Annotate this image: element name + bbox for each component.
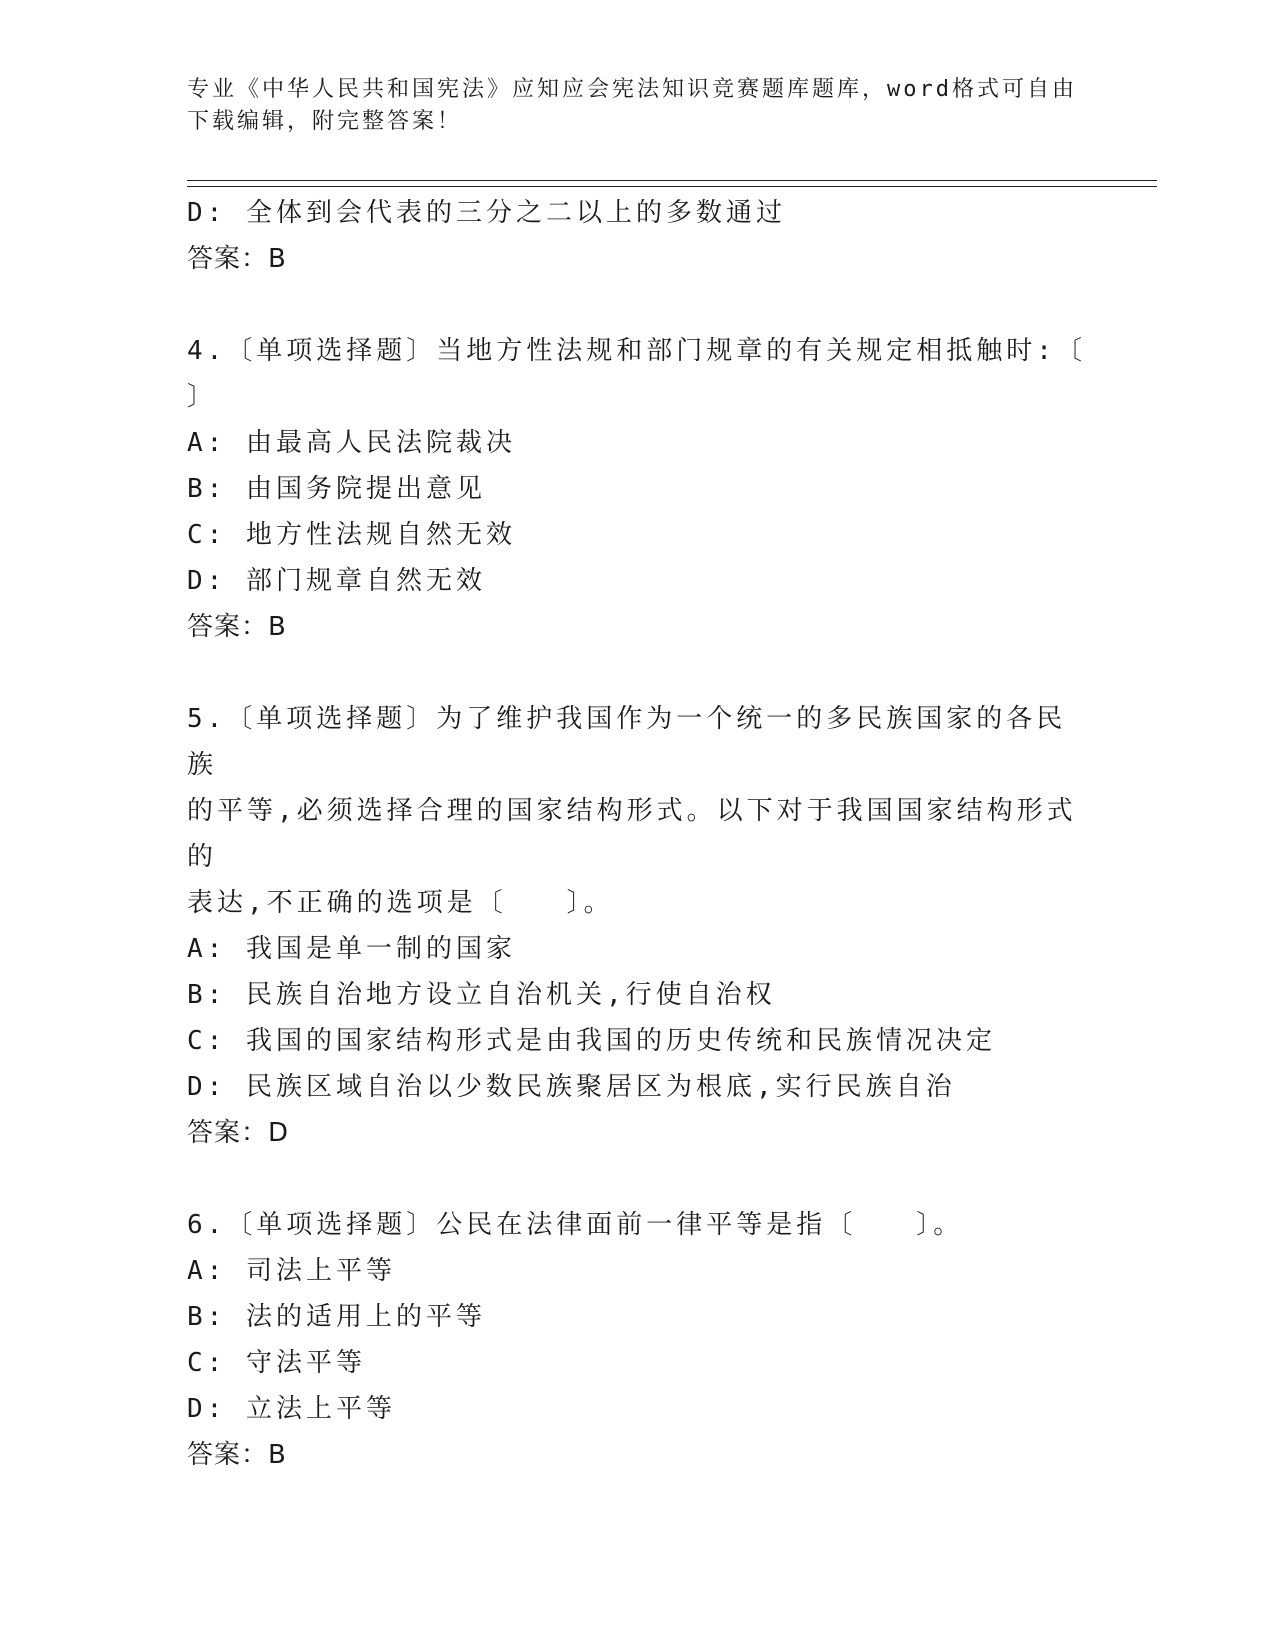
document-header [187, 74, 1087, 138]
q6-option-d: D: 立法上平等 [187, 1394, 396, 1424]
q5-option-c: C: 我国的国家结构形式是由我国的历史传统和民族情况决定 [187, 1026, 996, 1056]
header-rule-bottom [187, 186, 1157, 187]
header-rule-top [187, 180, 1157, 181]
q5-stem-line-1: 5.〔单项选择题〕为了维护我国作为一个统一的多民族国家的各民族 [187, 704, 1067, 780]
q6-option-b: B: 法的适用上的平等 [187, 1302, 486, 1332]
q4-stem-line-2: 〕 [187, 382, 218, 412]
q4-option-d: D: 部门规章自然无效 [187, 566, 486, 596]
q6-option-c: C: 守法平等 [187, 1348, 366, 1378]
q3-answer: 答案：B [187, 244, 287, 274]
q4-option-c: C: 地方性法规自然无效 [187, 520, 516, 550]
q6-stem-line-1: 6.〔单项选择题〕公民在法律面前一律平等是指〔 〕。 [187, 1210, 964, 1240]
q4-option-b: B: 由国务院提出意见 [187, 474, 486, 504]
q5-stem-line-3: 表达,不正确的选项是〔 〕。 [187, 888, 614, 918]
q6-answer: 答案：B [187, 1440, 287, 1470]
question-6 [187, 1202, 1087, 1478]
q4-option-a: A: 由最高人民法院裁决 [187, 428, 516, 458]
q5-option-b: B: 民族自治地方设立自治机关,行使自治权 [187, 980, 776, 1010]
spacer [187, 1156, 1087, 1202]
q4-answer: 答案：B [187, 612, 287, 642]
question-5 [187, 696, 1087, 1156]
question-list [187, 190, 1087, 1478]
header-line-2: 下载编辑，附完整答案！ [187, 109, 463, 134]
spacer [187, 650, 1087, 696]
spacer [187, 282, 1087, 328]
q5-option-a: A: 我国是单一制的国家 [187, 934, 516, 964]
q5-stem-line-2: 的平等,必须选择合理的国家结构形式。以下对于我国国家结构形式的 [187, 796, 1077, 872]
question-4 [187, 328, 1087, 650]
q5-option-d: D: 民族区域自治以少数民族聚居区为根底,实行民族自治 [187, 1072, 956, 1102]
q6-option-a: A: 司法上平等 [187, 1256, 396, 1286]
q3-option-d: D: 全体到会代表的三分之二以上的多数通过 [187, 198, 786, 228]
header-line-1: 专业《中华人民共和国宪法》应知应会宪法知识竞赛题库题库，word格式可自由 [187, 77, 1077, 102]
q5-answer: 答案：D [187, 1118, 290, 1148]
q4-stem-line-1: 4.〔单项选择题〕当地方性法规和部门规章的有关规定相抵触时:〔 [187, 336, 1086, 366]
